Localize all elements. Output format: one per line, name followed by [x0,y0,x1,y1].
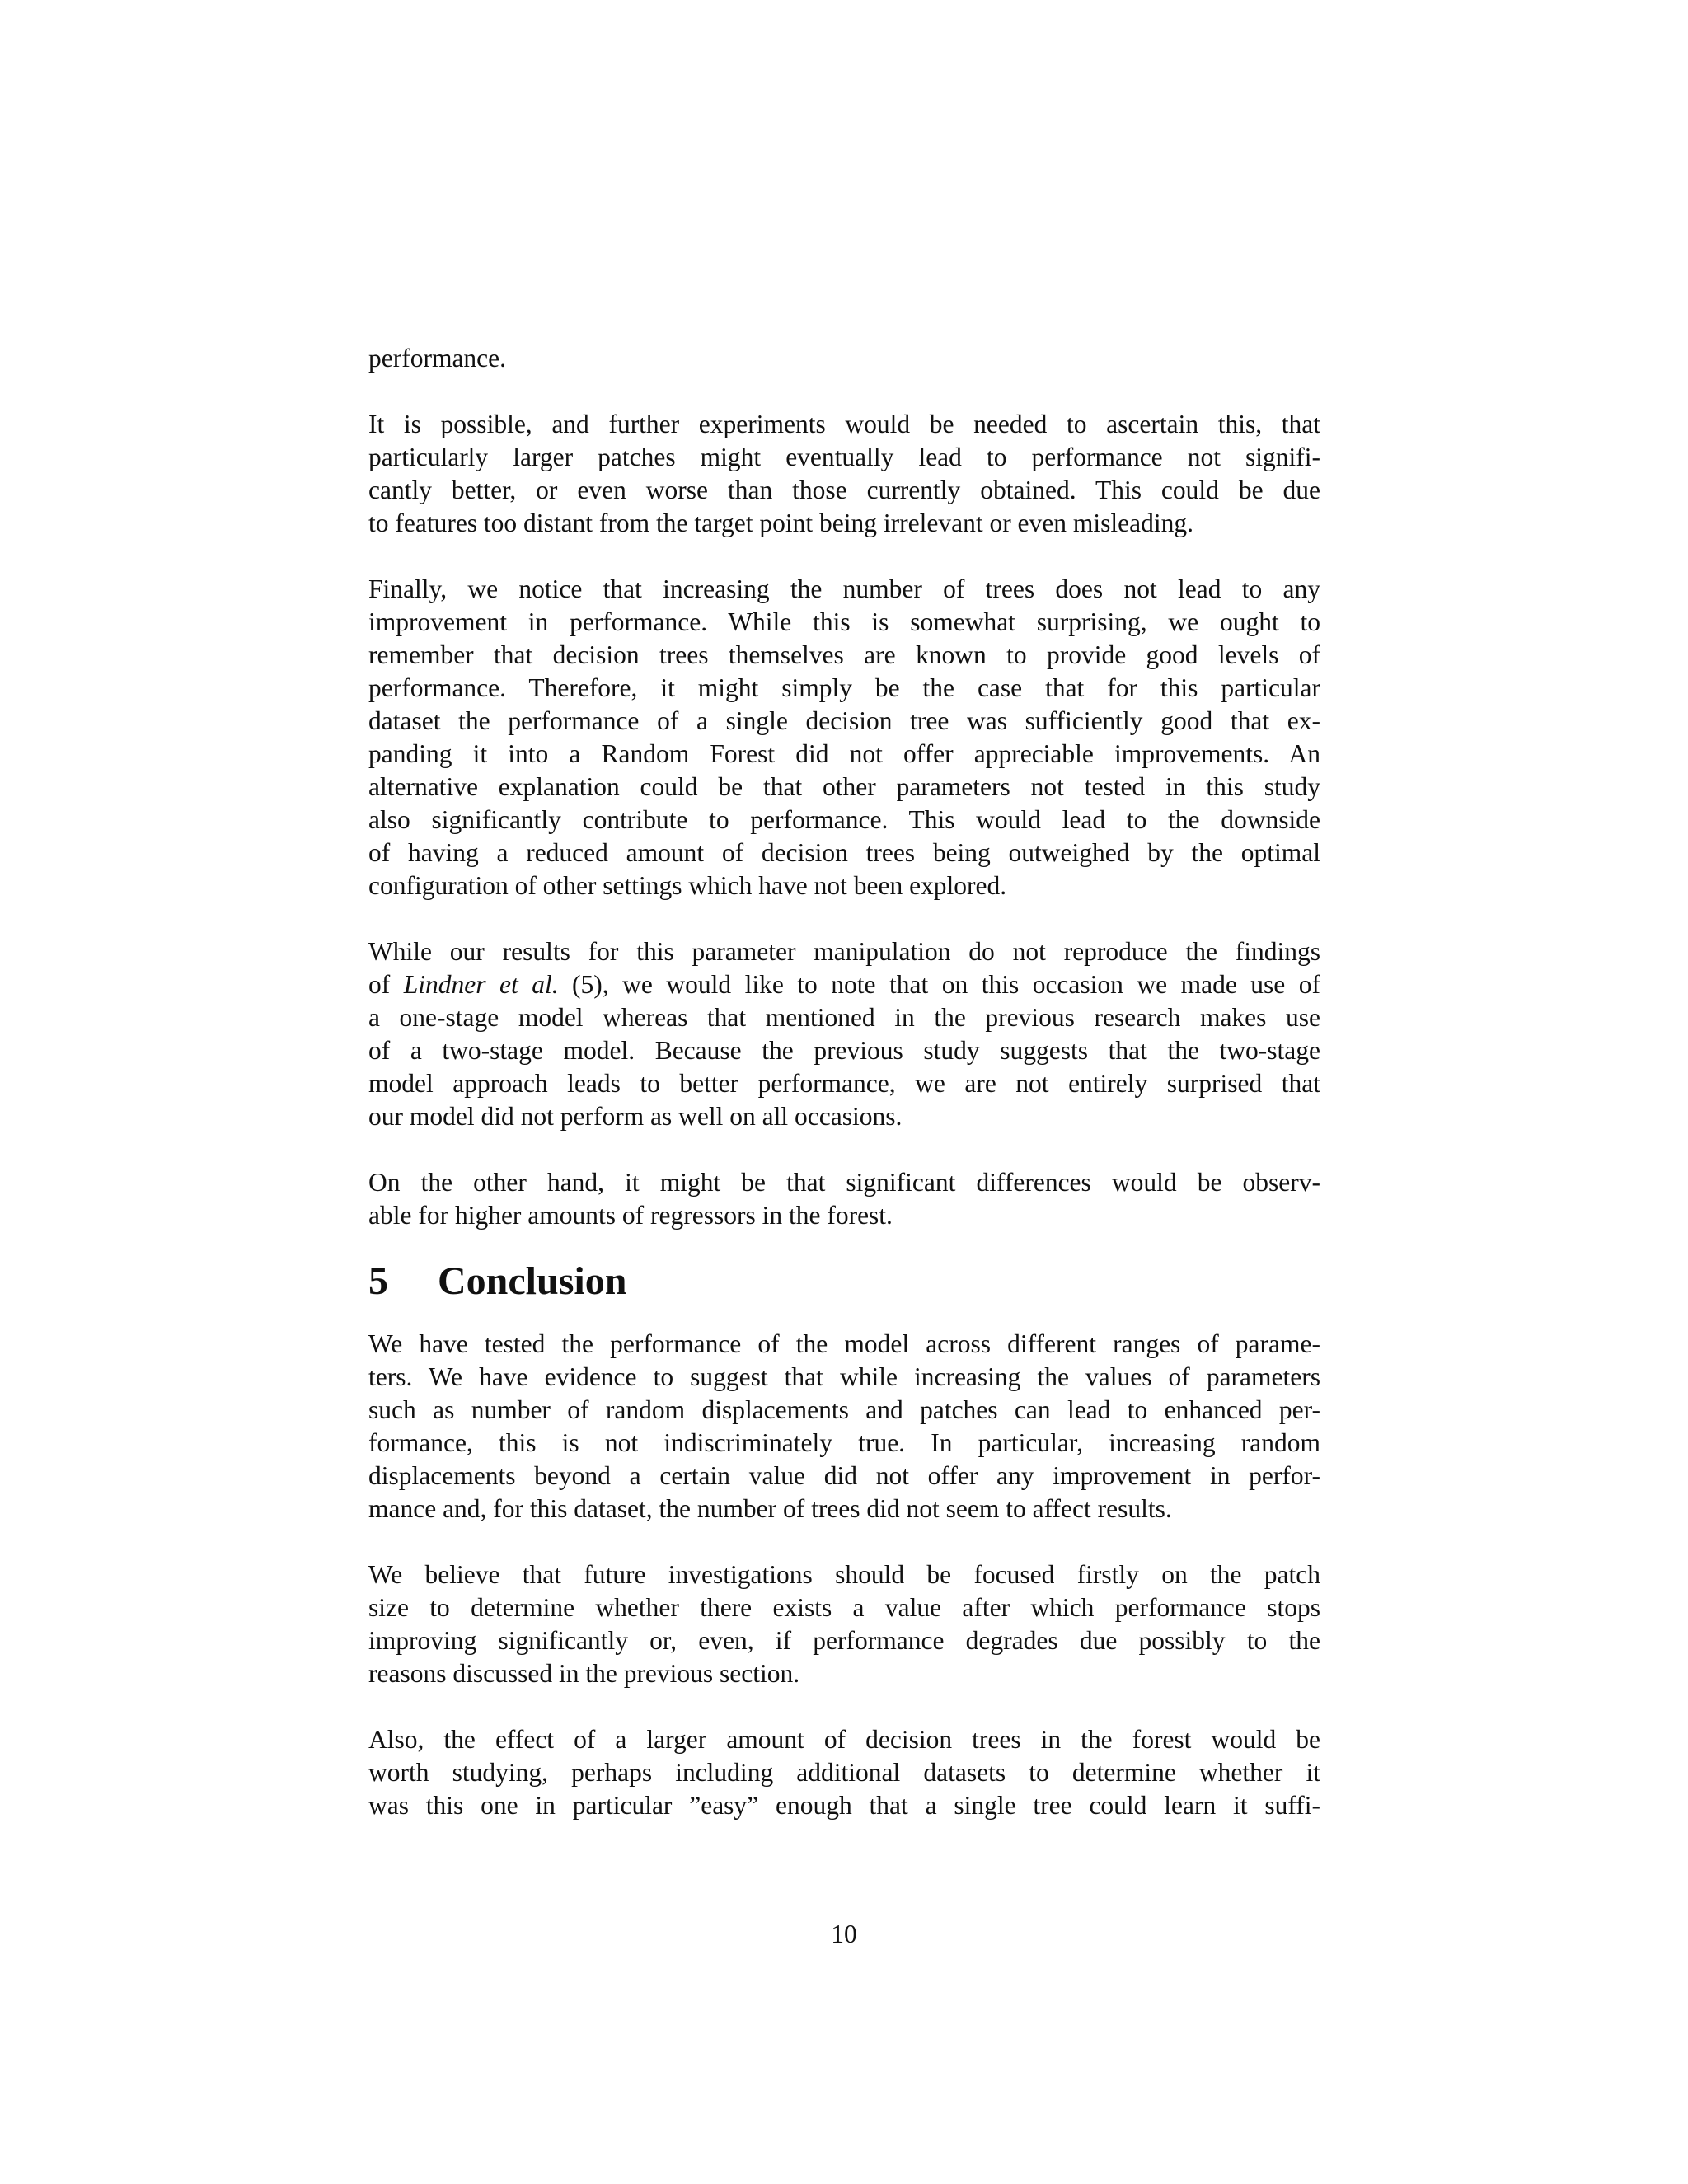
page-body [368,342,1320,1822]
text-line: Finally, we notice that increasing the number of trees does not lead to any [368,574,1320,603]
text-line: of a two-stage model. Because the previous study suggests that the two-stage [368,1036,1320,1065]
text-line: panding it into a Random Forest did not offer appreciable improvements. An [368,739,1320,768]
text-line: dataset the performance of a single decision tree was sufficiently good that ex- [368,706,1320,735]
text-line: remember that decision trees themselves are known to provide good levels of [368,640,1320,669]
paragraph-regressors [368,1166,1320,1232]
paragraph-continuation [368,342,1320,375]
text-line: reasons discussed in the previous section. [368,1659,800,1688]
page-number: 10 [831,1919,857,1948]
text-line: able for higher amounts of regressors in the forest. [368,1201,893,1230]
section-number: 5 [368,1259,388,1303]
text-line: formance, this is not indiscriminately true. In particular, increasing random [368,1428,1320,1457]
section-heading [368,1257,1320,1328]
text-line: configuration of other settings which have not been explored. [368,871,1007,900]
text-line: performance. Therefore, it might simply be the case that for this particular [368,673,1320,702]
text-line: improvement in performance. While this is somewhat surprising, we ought to [368,607,1320,636]
text-line: was this one in particular ”easy” enough that a single tree could learn it suffi- [368,1791,1320,1820]
section-title: Conclusion [438,1259,627,1303]
paragraph-lindner-comparison [368,935,1320,1133]
citation-authors: Lindner et al. [403,970,559,999]
text-fragment: (5), we would like to note that on this occasion we made use of [558,970,1320,999]
text-line: cantly better, or even worse than those currently obtained. This could be due [368,476,1320,504]
text-line: such as number of random displacements and patches can lead to enhanced per- [368,1395,1320,1424]
text-line: also significantly contribute to performance. This would lead to the downside [368,805,1320,834]
paragraph-number-of-trees [368,573,1320,902]
text-line: While our results for this parameter manipulation do not reproduce the findings [368,937,1320,966]
text-line-with-citation [368,968,1320,1001]
paragraph-patch-size [368,408,1320,540]
text-line: ters. We have evidence to suggest that while increasing the values of parameters [368,1362,1320,1391]
text-fragment: of [368,970,404,999]
text-line: We believe that future investigations should be focused firstly on the patch [368,1560,1320,1589]
text-line: displacements beyond a certain value did not offer any improvement in perfor- [368,1461,1320,1490]
text-line: We have tested the performance of the model across different ranges of parame- [368,1329,1320,1358]
text-line: On the other hand, it might be that significant differences would be observ- [368,1168,1320,1197]
text-line: mance and, for this dataset, the number of trees did not seem to affect results. [368,1494,1172,1523]
text-line: model approach leads to better performance, we are not entirely surprised that [368,1069,1320,1098]
text-line: of having a reduced amount of decision trees being outweighed by the optimal [368,838,1320,867]
text-line: Also, the effect of a larger amount of decision trees in the forest would be [368,1725,1320,1754]
text-line: It is possible, and further experiments would be needed to ascertain this, that [368,410,1320,438]
text-line: performance. [368,344,507,373]
paragraph-future-work [368,1558,1320,1690]
text-line: our model did not perform as well on all occasions. [368,1102,903,1131]
text-line: alternative explanation could be that other parameters not tested in this study [368,772,1320,801]
text-line: improving significantly or, even, if performance degrades due possibly to the [368,1626,1320,1655]
text-line: particularly larger patches might eventually lead to performance not signifi- [368,443,1320,471]
paragraph-more-trees [368,1723,1320,1822]
paragraph-conclusion-summary [368,1328,1320,1526]
text-line: size to determine whether there exists a value after which performance stops [368,1593,1320,1622]
text-line: to features too distant from the target point being irrelevant or even misleading. [368,509,1194,537]
text-line: a one-stage model whereas that mentioned in the previous research makes use [368,1003,1320,1032]
text-line: worth studying, perhaps including additional datasets to determine whether it [368,1758,1320,1787]
